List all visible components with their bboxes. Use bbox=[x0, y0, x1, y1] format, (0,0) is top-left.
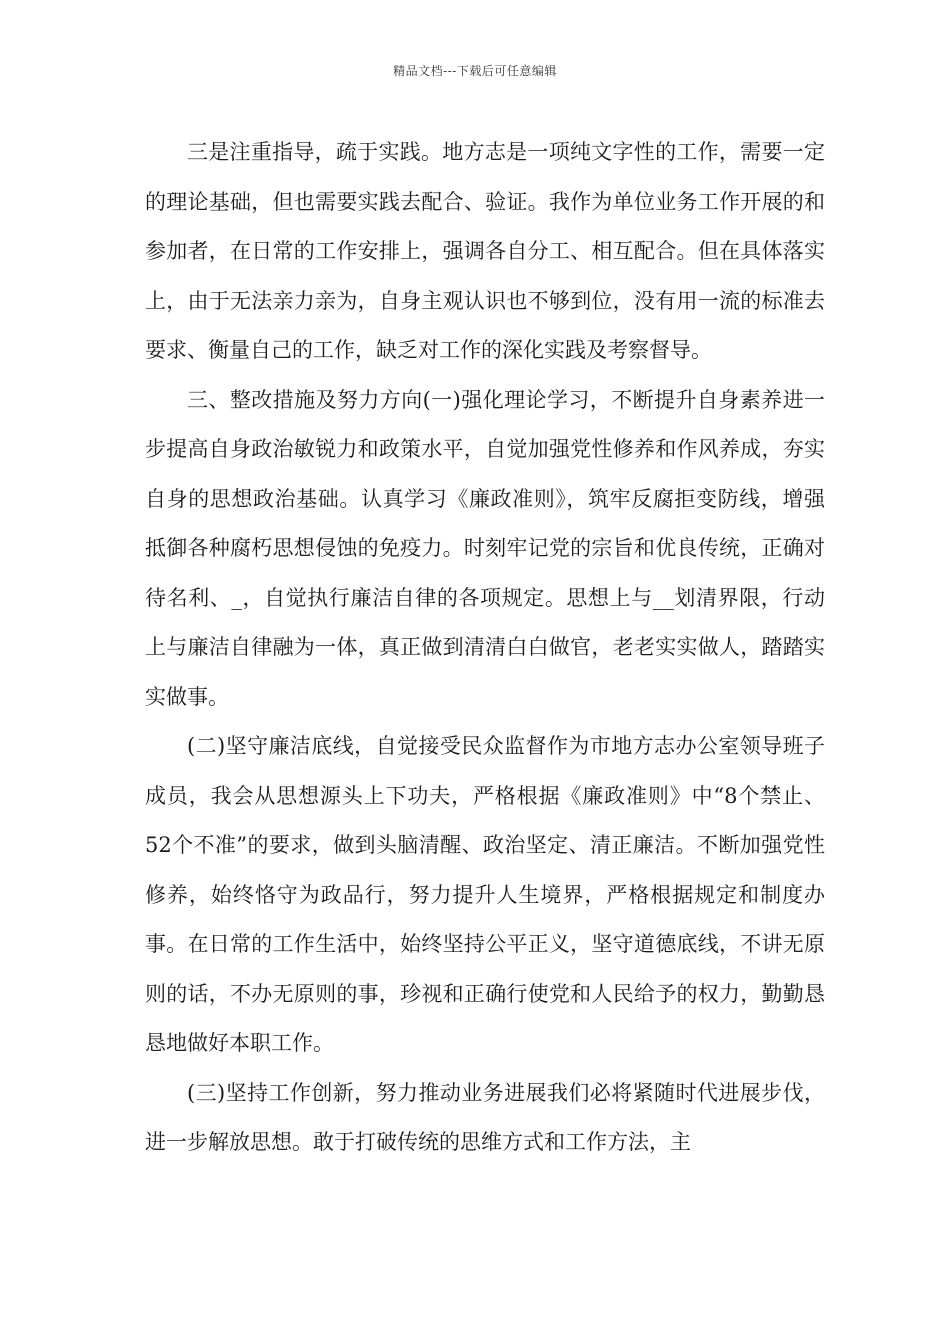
paragraph-rectification-measures: 三、整改措施及努力方向(一)强化理论学习，不断提升自身素养进一步提高自身政治敏锐力和政策水平，自觉加强党性修养和作风养成，夯实自身的思想政治基础。认真学习《廉政准则》，筑牢反腐拒变防线，增强抵御各种腐朽思想侵蚀的免疫力。时刻牢记党的宗旨和优良传统，正确对待名利、_，自觉执行廉洁自律的各项规定。思想上与__划清界限，行动上与廉洁自律融为一体，真正做到清清白白做官，老老实实做人，踏踏实实做事。 bbox=[145, 387, 825, 709]
page-header: 精品文档---下载后可任意编辑 bbox=[393, 64, 557, 78]
document-body bbox=[145, 128, 825, 1168]
paragraph-work-innovation: (三)坚持工作创新，努力推动业务进展我们必将紧随时代进展步伐，进一步解放思想。敢于打破传统的思维方式和工作方法，主 bbox=[145, 1080, 825, 1154]
paragraph-integrity-bottom-line: (二)坚守廉洁底线，自觉接受民众监督作为市地方志办公室领导班子成员，我会从思想源头上下功夫，严格根据《廉政准则》中“8个禁止、52个不准”的要求，做到头脑清醒、政治坚定、清正廉洁。不断加强党性修养，始终恪守为政品行，努力提升人生境界，严格根据规定和制度办事。在日常的工作生活中，始终坚持公平正义，坚守道德底线，不讲无原则的话，不办无原则的事，珍视和正确行使党和人民给予的权力，勤勤恳恳地做好本职工作。 bbox=[145, 734, 825, 1055]
paragraph-guidance: 三是注重指导，疏于实践。地方志是一项纯文字性的工作，需要一定的理论基础，但也需要实践去配合、验证。我作为单位业务工作开展的和参加者，在日常的工作安排上，强调各自分工、相互配合。但在具体落实上，由于无法亲力亲为，自身主观认识也不够到位，没有用一流的标准去要求、衡量自己的工作，缺乏对工作的深化实践及考察督导。 bbox=[145, 140, 825, 362]
